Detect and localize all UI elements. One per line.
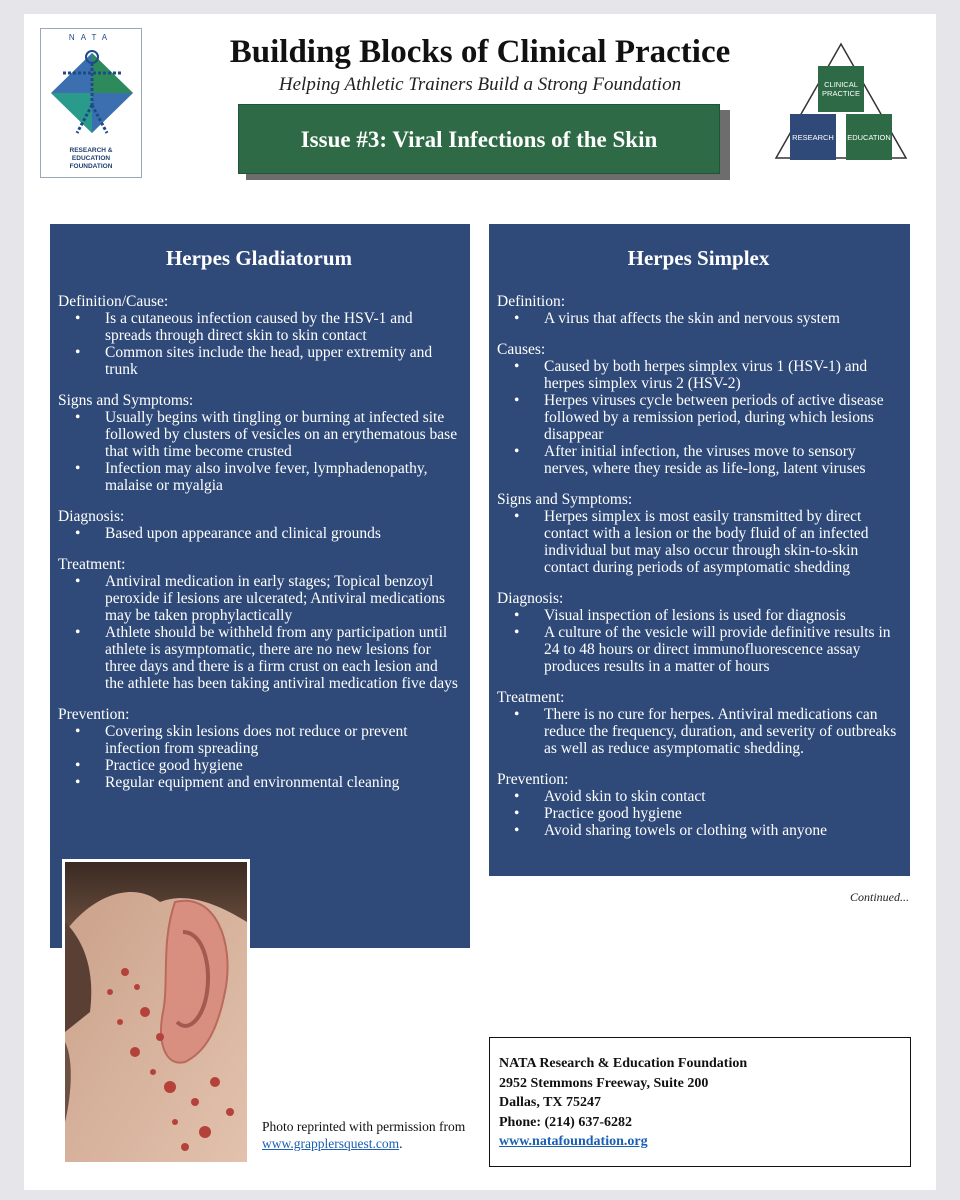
list-item: • Is a cutaneous infection caused by the HSV-1 and spreads through direct skin to skin contact: [58, 310, 460, 344]
right-panel-sections: [497, 293, 900, 839]
section-heading: Diagnosis:: [58, 508, 125, 525]
address-city: Dallas, TX 75247: [499, 1095, 602, 1110]
bullet-list: [58, 409, 460, 494]
bullet-list: [497, 358, 900, 477]
section-heading: Definition:: [497, 293, 566, 310]
herpes-gladiatorum-panel: [50, 224, 470, 948]
logo-nata-text: NATA: [68, 33, 114, 42]
pyramid-top-label: CLINICAL PRACTICE: [822, 80, 860, 98]
list-item: • Herpes viruses cycle between periods of active disease followed by a remission period, during which lesions disappear: [497, 392, 900, 443]
section-heading: Treatment:: [497, 689, 565, 706]
list-item: • Visual inspection of lesions is used for diagnosis: [497, 607, 900, 624]
address-org: NATA Research & Education Foundation: [499, 1056, 748, 1071]
bullet-list: [497, 607, 900, 675]
panel-section: [497, 590, 900, 675]
list-item: • Covering skin lesions does not reduce or prevent infection from spreading: [58, 723, 460, 757]
list-item: • Common sites include the head, upper extremity and trunk: [58, 344, 460, 378]
nata-foundation-logo: [40, 28, 142, 178]
section-heading: Prevention:: [497, 771, 569, 788]
clinical-practice-pyramid-logo: [774, 42, 908, 166]
section-heading: Diagnosis:: [497, 590, 564, 607]
list-item: • Caused by both herpes simplex virus 1 (HSV-1) and herpes simplex virus 2 (HSV-2): [497, 358, 900, 392]
list-item: • Regular equipment and environmental cleaning: [58, 774, 460, 791]
section-heading: Signs and Symptoms:: [497, 491, 633, 508]
panel-section: [497, 293, 900, 327]
bullet-list: [58, 310, 460, 378]
section-heading: Causes:: [497, 341, 546, 358]
section-heading: Treatment:: [58, 556, 126, 573]
panel-section: [497, 341, 900, 477]
ear-photo-illustration: [65, 862, 247, 1162]
list-item: • Infection may also involve fever, lymphadenopathy, malaise or myalgia: [58, 460, 460, 494]
photo-credit-link[interactable]: www.grapplersquest.com: [262, 1136, 400, 1151]
list-item: • Antiviral medication in early stages; Topical benzoyl peroxide if lesions are ulcerated; Antiviral medications may be taken prophylactically: [58, 573, 460, 624]
panel-section: [58, 706, 460, 791]
section-heading: Definition/Cause:: [58, 293, 169, 310]
page-title: Building Blocks of Clinical Practice: [229, 34, 731, 70]
photo-credit: Photo reprinted with permission from www.grapplersquest.com.: [262, 1119, 466, 1151]
bullet-list: [58, 525, 460, 542]
address-website-link[interactable]: www.natafoundation.org: [499, 1134, 648, 1149]
panel-heading: Herpes Simplex: [627, 246, 770, 270]
address-phone: Phone: (214) 637-6282: [499, 1114, 632, 1130]
panel-section: [58, 392, 460, 494]
herpes-simplex-panel: [489, 224, 910, 876]
list-item: • After initial infection, the viruses move to sensory nerves, where they reside as life-long, latent viruses: [497, 443, 900, 477]
left-panel-sections: [58, 293, 460, 791]
bullet-list: [497, 788, 900, 839]
continued-note: Continued...: [850, 890, 909, 904]
bullet-list: [58, 723, 460, 791]
list-item: • Practice good hygiene: [497, 805, 900, 822]
list-item: • Practice good hygiene: [58, 757, 460, 774]
panel-section: [58, 293, 460, 378]
panel-section: [58, 508, 460, 542]
panel-section: [58, 556, 460, 692]
address-box: [489, 1037, 911, 1167]
issue-banner: Issue #3: Viral Infections of the Skin: [238, 104, 720, 174]
list-item: • Avoid sharing towels or clothing with anyone: [497, 822, 900, 839]
bullet-list: [497, 706, 900, 757]
page-subtitle: Helping Athletic Trainers Build a Strong Foundation: [278, 74, 682, 95]
pyramid-icon: [774, 42, 908, 166]
section-heading: Prevention:: [58, 706, 130, 723]
list-item: • Based upon appearance and clinical grounds: [58, 525, 460, 542]
list-item: • Athlete should be withheld from any participation until athlete is asymptomatic, there are no new lesions for three days and there is a firm crust on each lesion and the athlete has been taking antiviral medication five days: [58, 624, 460, 692]
section-heading: Signs and Symptoms:: [58, 392, 194, 409]
address-street: 2952 Stemmons Freeway, Suite 200: [499, 1075, 709, 1091]
panel-heading: Herpes Gladiatorum: [165, 246, 353, 270]
bullet-list: [497, 508, 900, 576]
panel-section: [497, 771, 900, 839]
list-item: • A virus that affects the skin and nervous system: [497, 310, 900, 327]
list-item: • Avoid skin to skin contact: [497, 788, 900, 805]
panel-section: [497, 689, 900, 757]
list-item: • Usually begins with tingling or burning at infected site followed by clusters of vesicles on an erythematous base that with time become crusted: [58, 409, 460, 460]
bullet-list: [58, 573, 460, 692]
logo-foundation-text: RESEARCH & EDUCATION FOUNDATION: [69, 147, 113, 170]
list-item: • There is no cure for herpes. Antiviral medications can reduce the frequency, duration, and severity of outbreaks as well as reduce asymptomatic shedding.: [497, 706, 900, 757]
human-figure-diamond-icon: [49, 45, 135, 135]
panel-section: [497, 491, 900, 576]
ear-lesion-photo: [62, 859, 250, 1165]
pyramid-right-label: EDUCATION: [847, 133, 891, 142]
list-item: • Herpes simplex is most easily transmitted by direct contact with a lesion or the body fluid of an infected individual but may also occur through skin-to-skin contact during periods of asymptomatic shedding: [497, 508, 900, 576]
bullet-list: [497, 310, 900, 327]
list-item: • A culture of the vesicle will provide definitive results in 24 to 48 hours or direct immunofluorescence assay produces results in a matter of hours: [497, 624, 900, 675]
pyramid-left-label: RESEARCH: [792, 133, 834, 142]
